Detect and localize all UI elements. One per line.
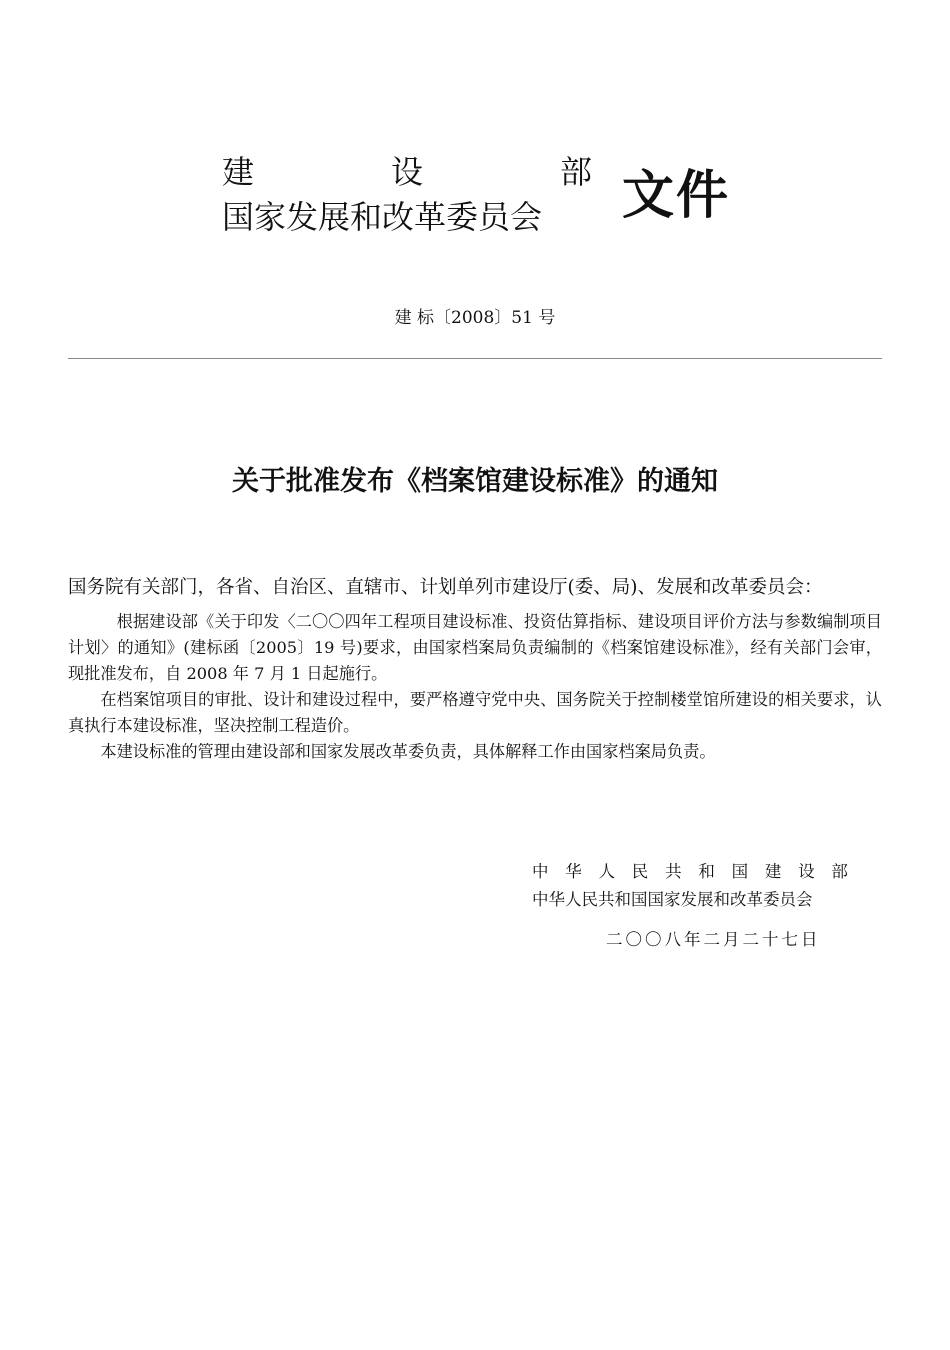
signature-char: 国 [731,862,749,881]
issuer-char: 部 [559,153,592,191]
notice-title: 关于批准发布《档案馆建设标准》的通知 [232,466,718,497]
signature-char: 设 [798,862,815,881]
signature-char: 中 [532,862,549,881]
signature-char: 华 [565,862,582,881]
signature-char: 共 [665,862,682,881]
body-paragraph: 在档案馆项目的审批、设计和建设过程中，要严格遵守党中央、国务院关于控制楼堂馆所建设的相关要求，认真执行本建设标准，坚决控制工程造价。 [68,690,882,735]
issuer-char: 设 [390,153,423,191]
notice-body [68,609,882,765]
issue-date: 二〇〇八年二月二十七日 [606,930,821,949]
header-divider [68,358,882,359]
signatory-ndrc: 中华人民共和国国家发展和改革委员会 [532,890,813,909]
signature-char: 民 [631,862,649,881]
document-number: 建 标〔2008〕51 号 [394,308,556,328]
signature-block [532,858,848,914]
document-type-label: 文件 [622,166,731,226]
body-paragraph: 本建设标准的管理由建设部和国家发展改革委负责，具体解释工作由国家档案局负责。 [100,742,716,761]
signature-char: 人 [598,862,616,881]
addressee-line: 国务院有关部门，各省、自治区、直辖市、计划单列市建设厅(委、局)、发展和改革委员会： [68,577,823,598]
signatory-ministry-of-construction [532,858,848,886]
signature-char: 和 [698,862,715,881]
signature-char: 建 [764,862,782,881]
body-paragraph: 根据建设部《关于印发〈二〇〇四年工程项目建设标准、投资估算指标、建设项目评价方法与参数编制项目计划〉的通知》(建标函〔2005〕19 号)要求，由国家档案局负责编制的《档案馆建设标准》，经有关部门会审，现批准发布，自 2008 年 7 月 1 日起施行。 [68,612,882,683]
signature-char: 部 [831,862,848,881]
issuer-char: 建 [222,153,255,191]
issuer-ministry-of-construction [222,150,592,194]
issuer-ndrc: 国家发展和改革委员会 [222,198,543,236]
issuing-authorities [222,150,592,240]
